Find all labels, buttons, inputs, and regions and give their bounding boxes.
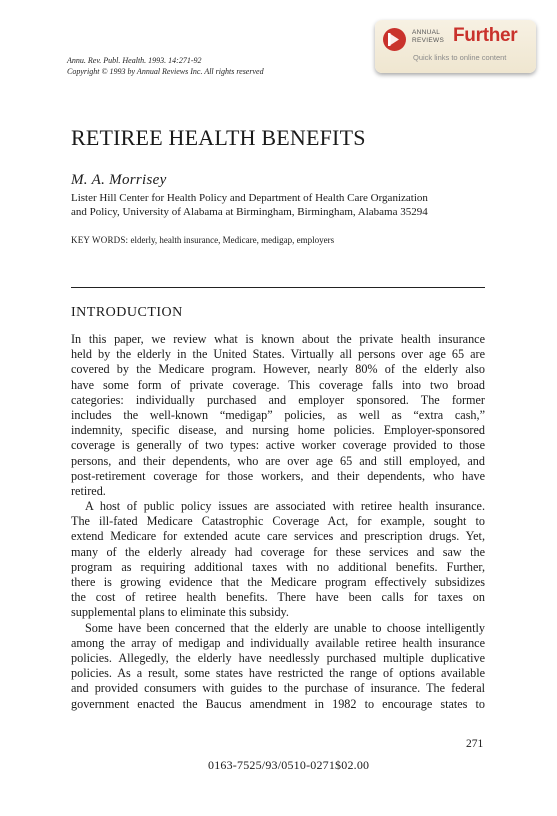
journal-citation	[67, 55, 264, 77]
body-line: have some form of private coverage. This coverage falls into two broad	[71, 377, 485, 392]
article-title: RETIREE HEALTH BENEFITS	[71, 125, 366, 150]
keywords	[71, 235, 334, 245]
body-line: persons, and their dependents, who are over age 65 and still employed, and	[71, 453, 485, 468]
footer-code: 0163-7525/93/0510-0271$02.00	[208, 758, 370, 772]
body-line: policies. As a result, some states have restricted the range of options available	[71, 666, 485, 681]
body-line: The ill-fated Medicare Catastrophic Coverage Act, for example, sought to	[71, 514, 485, 529]
annual-reviews-further-badge[interactable]	[375, 20, 536, 73]
body-line: A host of public policy issues are associated with retiree health insurance.	[85, 499, 485, 514]
body-line: coverage is generally of two types: active worker coverage provided to those	[71, 438, 485, 453]
author-affiliation	[71, 191, 428, 219]
body-line: retired.	[71, 483, 106, 498]
body-line: many of the elderly already had coverage for these services and saw the	[71, 544, 485, 559]
annual-reviews-logo-icon	[383, 28, 406, 51]
body-line: among the array of medigap and individually available retiree health insurance	[71, 635, 485, 650]
body-line: supplemental plans to eliminate this subsidy.	[71, 605, 289, 620]
keywords-list: elderly, health insurance, Medicare, medigap, employers	[130, 235, 335, 245]
body-line: Some have been concerned that the elderly are unable to choose intelligently	[85, 620, 485, 635]
author-name: M. A. Morrisey	[71, 172, 167, 188]
body-line: extend Medicare for extended acute care services and prescription drugs. Yet,	[71, 529, 485, 544]
page-number: 271	[466, 738, 484, 750]
keywords-label: KEY WORDS:	[71, 235, 129, 245]
body-line: categories: individually purchased and employer sponsored. The former	[71, 392, 485, 407]
affiliation-line: and Policy, University of Alabama at Birmingham, Birmingham, Alabama 35294	[71, 206, 428, 218]
body-line: policies. Allegedly, the elderly have needlessly purchased multiple duplicative	[71, 650, 485, 665]
citation-line-2: Copyright © 1993 by Annual Reviews Inc. All rights reserved	[67, 67, 264, 76]
body-line: the cost of retiree health benefits. There have been calls for taxes on	[71, 590, 485, 605]
body-line: covered by the Medicare program. However, nearly 80% of the elderly also	[71, 362, 485, 377]
body-line: held by the elderly in the United States. Virtually all persons over age 65 are	[71, 347, 485, 362]
body-line: indemnity, specific disease, and nursing home policies. Employer-sponsored	[71, 423, 485, 438]
body-line: post-retirement coverage for those workers, and their dependents, who have	[71, 468, 485, 483]
affiliation-line: Lister Hill Center for Health Policy and Department of Health Care Organization	[71, 192, 428, 204]
body-line: program as requiring additional taxes with no additional benefits. Further,	[71, 559, 485, 574]
citation-line-1: Annu. Rev. Publ. Health. 1993. 14:271-92	[67, 56, 202, 65]
body-text	[71, 332, 485, 712]
further-label: Further	[453, 25, 518, 46]
body-line: includes the well-known “medigap” policies, as well as “extra cash,”	[71, 407, 485, 422]
body-line: there is growing evidence that the Medicare program effectively subsidizes	[71, 575, 485, 589]
annual-reviews-wordmark: ANNUAL REVIEWS	[412, 29, 445, 44]
section-divider	[71, 287, 485, 288]
body-line: government enacted the Baucus amendment in 1982 to encourage states to	[71, 696, 485, 711]
section-heading: INTRODUCTION	[71, 305, 183, 320]
body-line: In this paper, we review what is known about the private health insurance	[71, 332, 485, 346]
further-subtitle: Quick links to online content	[413, 53, 507, 62]
body-line: and provided consumers with guides to the purchase of insurance. The federal	[71, 681, 485, 696]
